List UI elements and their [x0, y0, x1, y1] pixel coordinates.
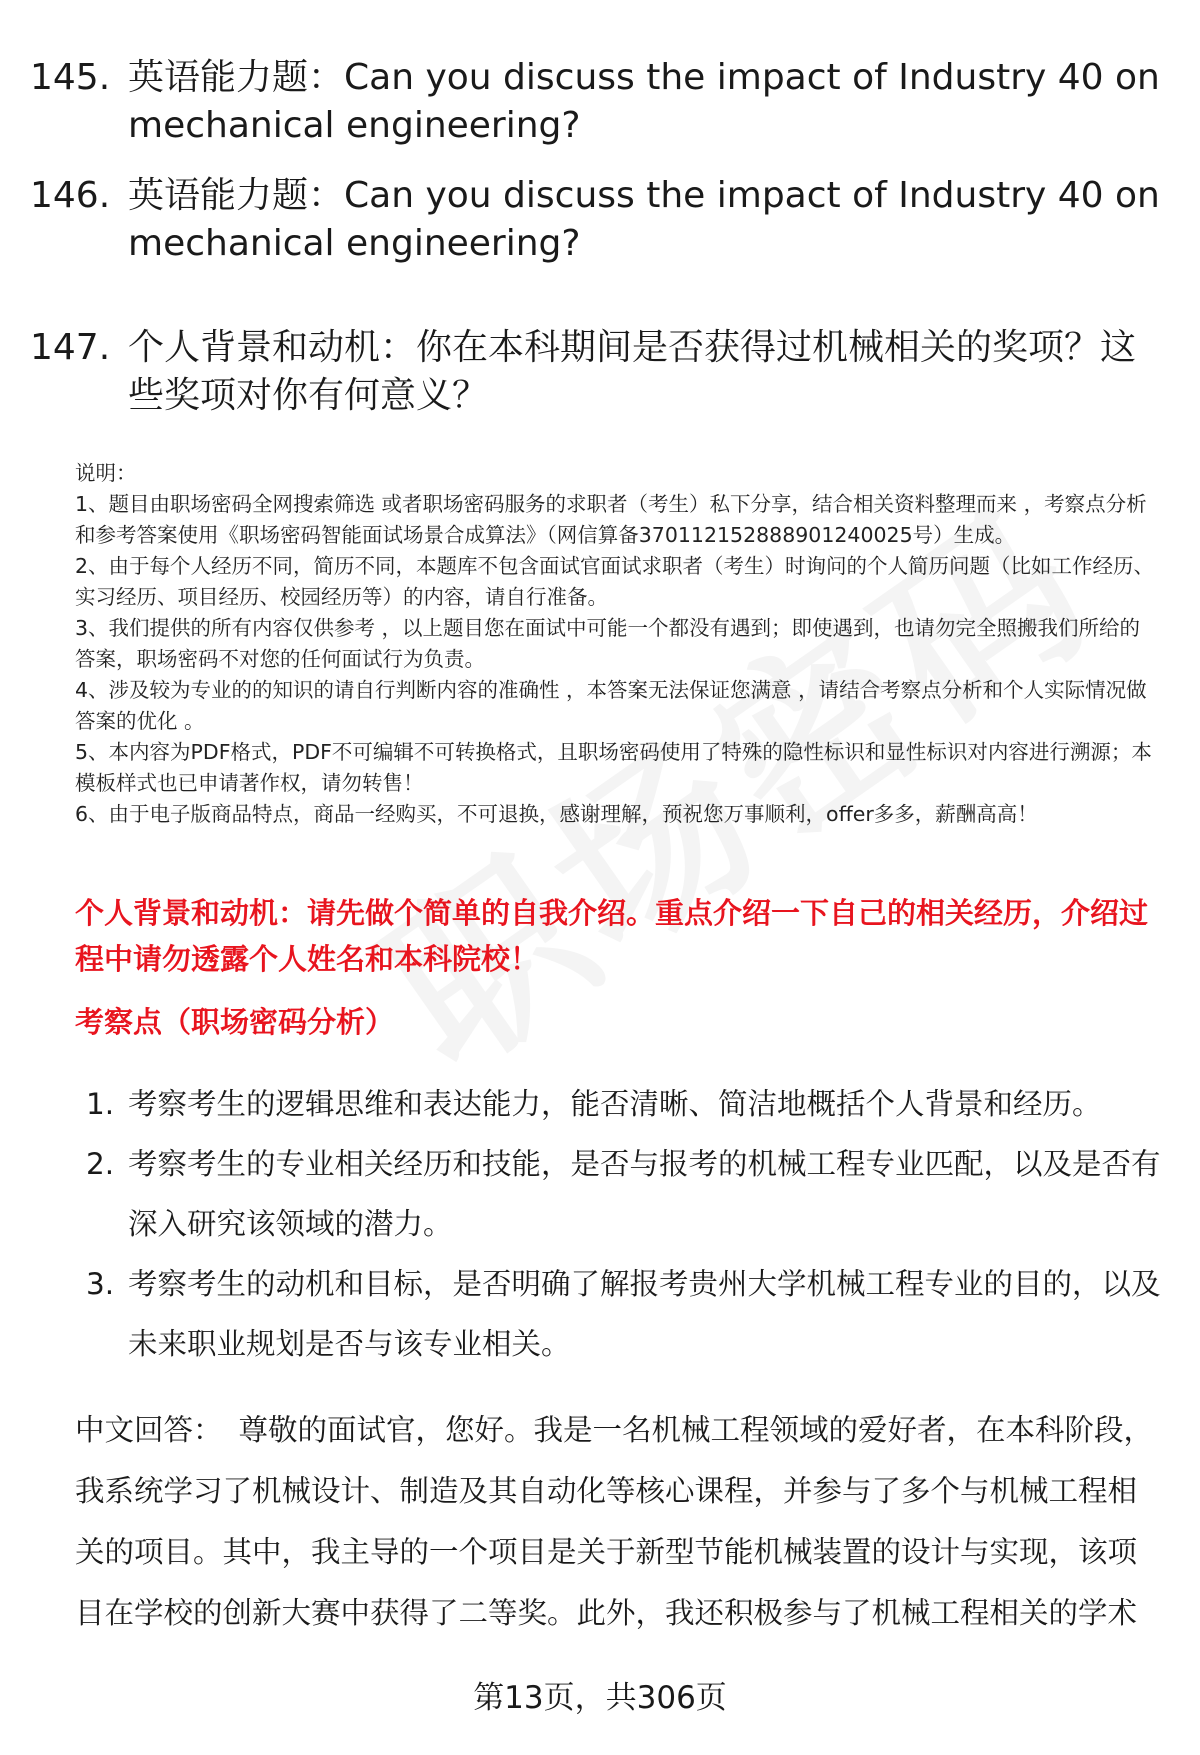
notes-item: 4、涉及较为专业的的知识的请自行判断内容的准确性 ，本答案无法保证您满意 ，请结合考察点分析和个人实际情况做答案的优化 。: [75, 678, 1147, 733]
point-text: 考察考生的逻辑思维和表达能力，能否清晰、简洁地概括个人背景和经历。: [128, 1087, 1102, 1121]
answer-text: 尊敬的面试官，您好。我是一名机械工程领域的爱好者，在本科阶段，我系统学习了机械设计、制造及其自动化等核心课程，并参与了多个与机械工程相关的项目。其中，我主导的一个项目是关于新型节能机械装置的设计与实现，该项目在学校的创新大赛中获得了二等奖。此外，我还积极参与了机械工程相关的学术: [75, 1413, 1154, 1630]
question-text: 英语能力题：Can you discuss the impact of Industry 40 on mechanical engineering?: [128, 175, 1160, 264]
notes-item: 6、由于电子版商品特点，商品一经购买，不可退换，感谢理解，预祝您万事顺利，offer多多，薪酬高高！: [75, 802, 1038, 826]
question-147: [30, 324, 1160, 420]
question-number: 146.: [30, 175, 111, 216]
analysis-points: [75, 1074, 1165, 1374]
question-number: 147.: [30, 327, 111, 368]
analysis-point: [75, 1074, 1165, 1134]
notes-item: 2、由于每个人经历不同，简历不同，本题库不包含面试官面试求职者（考生）时询问的个人简历问题（比如工作经历、实习经历、项目经历、校园经历等）的内容，请自行准备。: [75, 554, 1155, 609]
answer-label: 中文回答：: [75, 1413, 223, 1447]
point-number: 1.: [86, 1087, 115, 1121]
point-number: 3.: [86, 1267, 115, 1301]
notes-title: 说明：: [75, 461, 137, 485]
analysis-point: [75, 1254, 1165, 1374]
notes-item: 3、我们提供的所有内容仅供参考 ，以上题目您在面试中可能一个都没有遇到；即使遇到，也请勿完全照搬我们所给的答案，职场密码不对您的任何面试行为负责。: [75, 616, 1141, 671]
point-number: 2.: [86, 1147, 115, 1181]
question-number: 145.: [30, 57, 111, 98]
question-text: 英语能力题：Can you discuss the impact of Industry 40 on mechanical engineering?: [128, 57, 1160, 146]
page-footer: 第13页，共306页: [473, 1680, 727, 1716]
point-text: 考察考生的专业相关经历和技能，是否与报考的机械工程专业匹配，以及是否有深入研究该领域的潜力。: [128, 1147, 1161, 1241]
question-146: [30, 172, 1160, 268]
notes-item: 5、本内容为PDF格式，PDF不可编辑不可转换格式，且职场密码使用了特殊的隐性标识和显性标识对内容进行溯源；本模板样式也已申请著作权，请勿转售！: [75, 740, 1152, 795]
analysis-heading: 考察点（职场密码分析）: [75, 1005, 395, 1039]
notes-item: 1、题目由职场密码全网搜索筛选 或者职场密码服务的求职者（考生）私下分享，结合相关资料整理而来 ，考察点分析和参考答案使用《职场密码智能面试场景合成算法》（网信算备370112152888901240025号）生成。: [75, 492, 1147, 547]
point-text: 考察考生的动机和目标，是否明确了解报考贵州大学机械工程专业的目的，以及未来职业规划是否与该专业相关。: [128, 1267, 1161, 1361]
question-145: [30, 54, 1160, 150]
question-text: 个人背景和动机：你在本科期间是否获得过机械相关的奖项？这些奖项对你有何意义？: [128, 327, 1137, 416]
main-question-heading: 个人背景和动机：请先做个简单的自我介绍。重点介绍一下自己的相关经历，介绍过程中请勿透露个人姓名和本科院校！: [75, 896, 1149, 976]
notes-section: [75, 458, 1160, 830]
chinese-answer: [75, 1400, 1165, 1644]
analysis-point: [75, 1134, 1165, 1254]
